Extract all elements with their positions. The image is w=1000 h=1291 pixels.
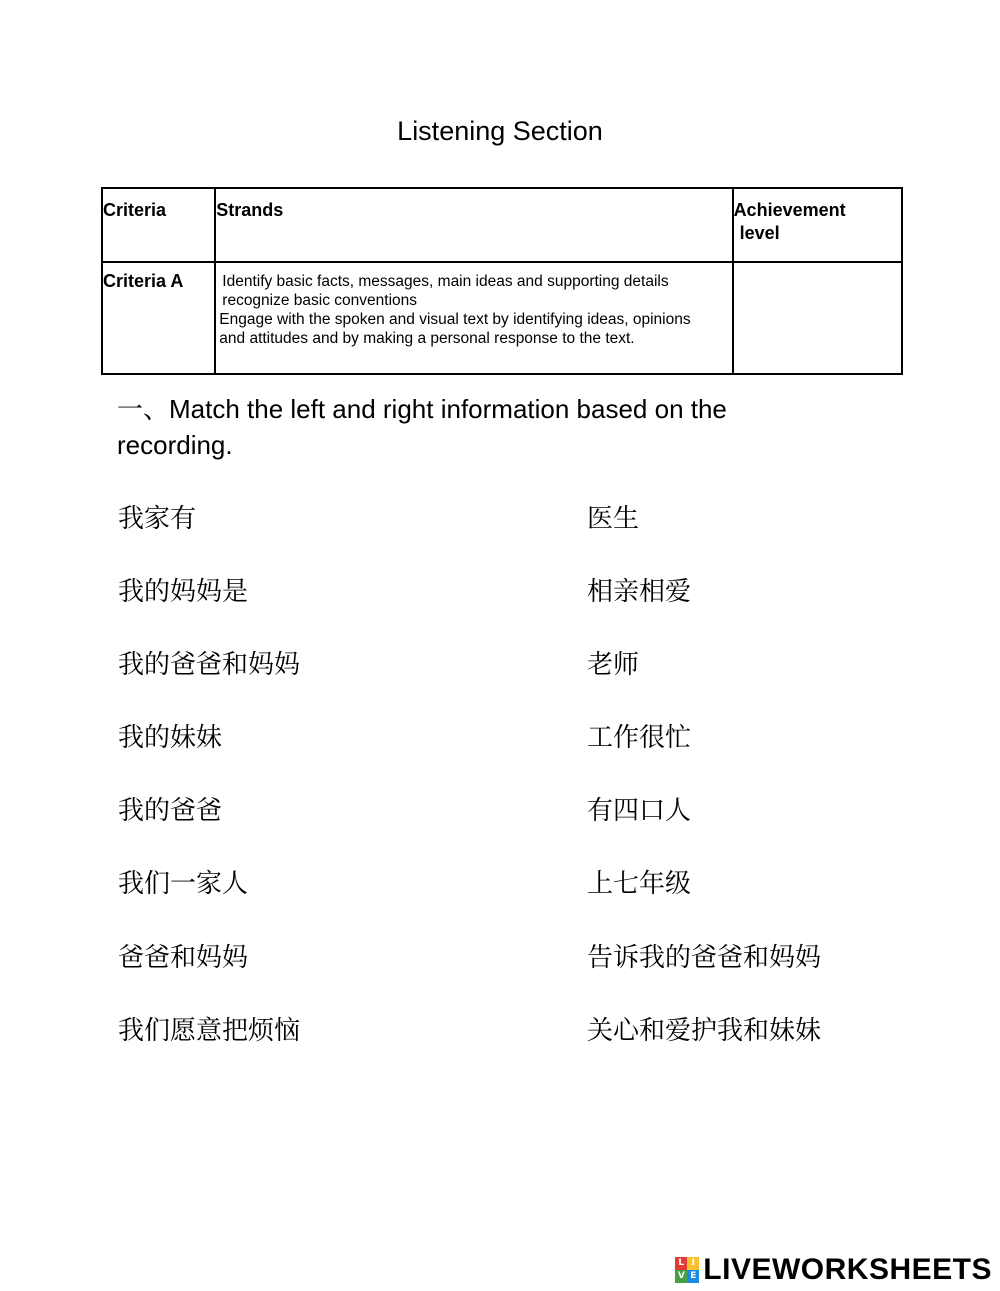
achievement-level-cell[interactable] — [733, 262, 902, 374]
left-item[interactable]: 我的妹妹 — [118, 723, 223, 753]
strand-line: Engage with the spoken and visual text by identifying ideas, opinions — [219, 311, 691, 328]
left-item[interactable]: 我家有 — [118, 504, 197, 534]
strands-cell — [215, 262, 732, 374]
criteria-a-label: Criteria A — [102, 262, 215, 374]
liveworksheets-logo-icon — [675, 1257, 699, 1283]
right-item[interactable]: 医生 — [587, 504, 640, 534]
right-item[interactable]: 关心和爱护我和妹妹 — [587, 1016, 822, 1046]
logo-tile-v: V — [675, 1270, 687, 1283]
header-criteria: Criteria — [102, 188, 215, 262]
liveworksheets-logo — [675, 1253, 992, 1287]
liveworksheets-logo-text: LIVEWORKSHEETS — [703, 1253, 992, 1286]
page-title: Listening Section — [397, 116, 603, 146]
strand-line: recognize basic conventions — [222, 292, 418, 309]
header-strands: Strands — [215, 188, 732, 262]
left-item[interactable]: 我的妈妈是 — [118, 577, 249, 607]
logo-tile-l: L — [675, 1257, 687, 1270]
right-item[interactable]: 老师 — [587, 650, 640, 680]
criteria-table — [101, 187, 903, 375]
right-item[interactable]: 有四口人 — [587, 796, 692, 826]
left-item[interactable]: 我们一家人 — [118, 869, 249, 899]
left-item[interactable]: 我们愿意把烦恼 — [118, 1016, 301, 1046]
left-item[interactable]: 我的爸爸 — [118, 796, 223, 826]
logo-tile-i: I — [687, 1257, 699, 1270]
instruction-text: 一、Match the left and right information based on the recording. — [117, 394, 727, 460]
strand-line: Identify basic facts, messages, main ideas and supporting details — [222, 273, 669, 290]
strand-line: and attitudes and by making a personal response to the text. — [219, 330, 635, 347]
header-achievement-level: Achievement level — [733, 188, 902, 262]
right-item[interactable]: 相亲相爱 — [587, 577, 692, 607]
logo-tile-e: E — [687, 1270, 699, 1283]
left-item[interactable]: 爸爸和妈妈 — [118, 943, 249, 973]
table-header-row — [102, 188, 902, 262]
left-item[interactable]: 我的爸爸和妈妈 — [118, 650, 301, 680]
right-item[interactable]: 告诉我的爸爸和妈妈 — [587, 943, 822, 973]
right-item[interactable]: 上七年级 — [587, 869, 692, 899]
right-item[interactable]: 工作很忙 — [587, 723, 692, 753]
table-row — [102, 262, 902, 374]
